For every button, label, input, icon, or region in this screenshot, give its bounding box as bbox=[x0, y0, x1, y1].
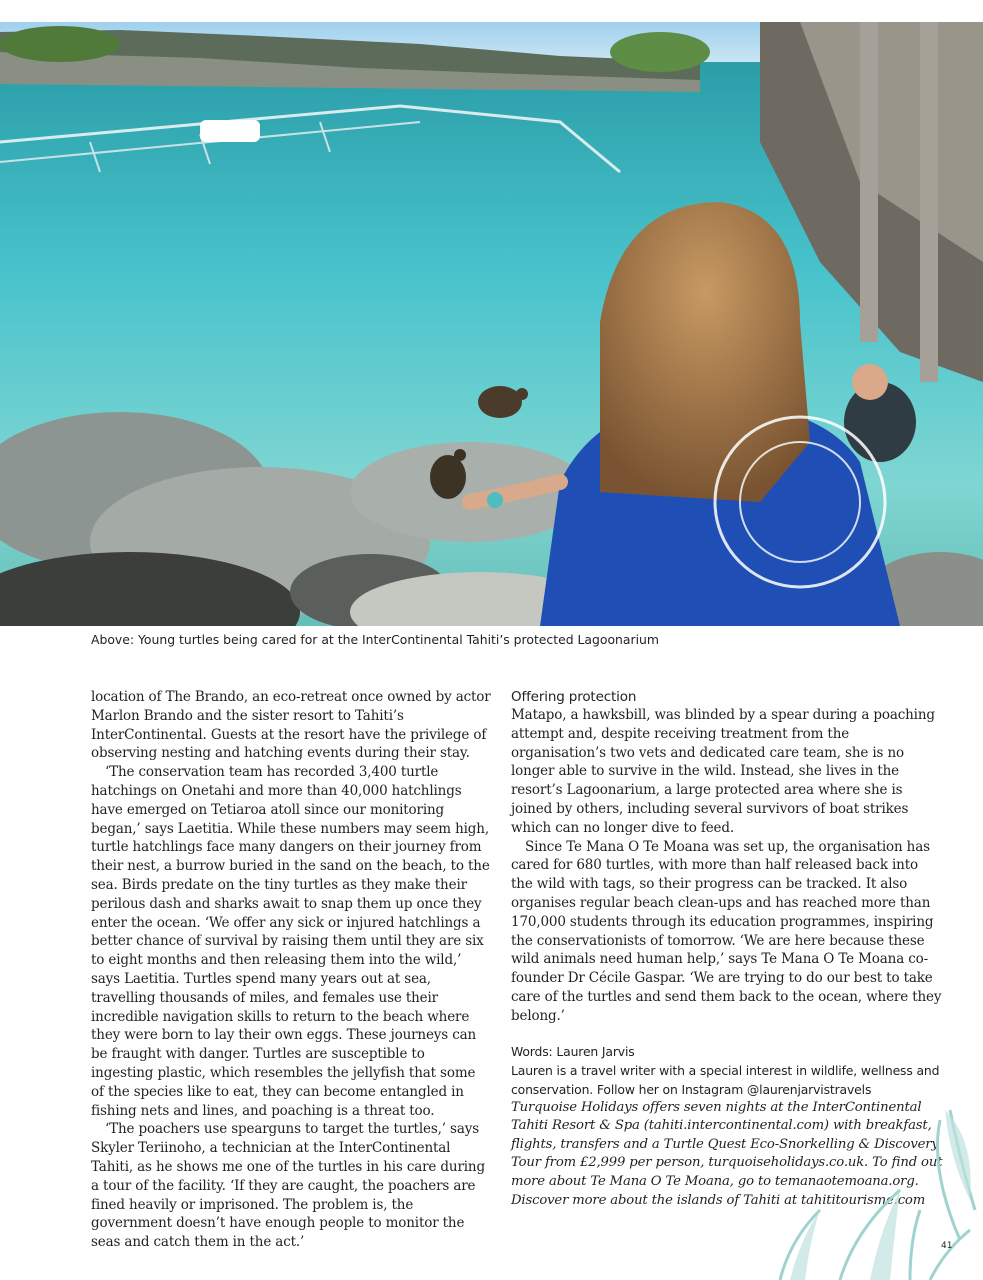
author-name: Lauren Jarvis bbox=[556, 1043, 635, 1059]
paragraph: location of The Brando, an eco-retreat once owned by actor Marlon Brando and the sister resort to Tahiti’s InterContinental. Guests at the resort have the privilege of observing nesting and hatching events during their stay. bbox=[91, 689, 491, 762]
holiday-offer: Turquoise Holidays offers seven nights at the InterContinental Tahiti Resort & Spa (tahiti.intercontinental.com) with breakfast, flights, transfers and a Turtle Quest Eco-Snorkelling & Discovery Tour from £2,999 per person, turquoiseholidays.co.uk. To find out more about Te Mana O Te Moana, go to temanaotemoana.org. Discover more about the islands of Tahiti at tahititourisme.com bbox=[511, 1099, 943, 1208]
subheading: Offering protection bbox=[511, 689, 637, 705]
leaf-decoration-icon bbox=[760, 1100, 983, 1280]
author-bio: Lauren is a travel writer with a special interest in wildlife, wellness and conservation. Follow her on Instagram @laurenjarvistravels bbox=[511, 1062, 940, 1097]
photo-caption: Above: Young turtles being cared for at the InterContinental Tahiti’s protected Lagoonarium bbox=[91, 632, 659, 647]
byline bbox=[511, 1042, 943, 1099]
paragraph: ‘The conservation team has recorded 3,400 turtle hatchings on Onetahi and more than 40,000 hatchlings have emerged on Tetiaroa atoll since our monitoring began,’ says Laetitia. While these numbers may seem high, turtle hatchlings face many dangers on their journey from their nest, a burrow buried in the sand on the beach, to the sea. Birds predate on the tiny turtles as they make their perilous dash and sharks await to snap them up once they enter the ocean. ‘We offer any sick or injured hatchlings a better chance of survival by raising them until they are six to eight months and then releasing them into the wild,’ says Laetitia. Turtles spend many years out at sea, travelling thousands of miles, and females use their incredible navigation skills to return to the beach where they were born to lay their own eggs. These journeys can be fraught with danger. Turtles are susceptible to ingesting plastic, which resembles the jellyfish that some of the species like to eat, they can become entangled in fishing nets and lines, and poaching is a threat too. bbox=[91, 764, 490, 1119]
byline-label: Words: bbox=[511, 1043, 557, 1059]
left-column bbox=[91, 688, 491, 1252]
page-number: 41 bbox=[941, 1241, 953, 1251]
photo-lagoon-turtles-icon bbox=[0, 22, 983, 626]
paragraph: Matapo, a hawksbill, was blinded by a spear during a poaching attempt and, despite receiving treatment from the organisation’s two vets and dedicated care team, she is no longer able to survive in the wild. Instead, she lives in the resort’s Lagoonarium, a large protected area where she is joined by others, including several survivors of boat strikes which can no longer dive to feed. bbox=[511, 707, 935, 836]
paragraph: ‘The poachers use spearguns to target the turtles,’ says Skyler Teriinoho, a technician at the InterContinental Tahiti, as he shows me one of the turtles in his care during a tour of the facility. ‘If they are caught, the poachers are fined heavily or imprisoned. The problem is, the government doesn’t have enough people to monitor the seas and catch them in the act.’ bbox=[91, 1121, 485, 1251]
lagoon-photo bbox=[0, 22, 983, 626]
paragraph: Since Te Mana O Te Moana was set up, the organisation has cared for 680 turtles, with more than half released back into the wild with tags, so their progress can be tracked. It also organises regular beach clean-ups and has reached more than 170,000 students through its education programmes, inspiring the conservationists of tomorrow. ‘We are here because these wild animals need human help,’ says Te Mana O Te Moana co-founder Dr Cécile Gaspar. ‘We are trying to do our best to take care of the turtles and send them back to the ocean, where they belong.’ bbox=[511, 838, 942, 1024]
